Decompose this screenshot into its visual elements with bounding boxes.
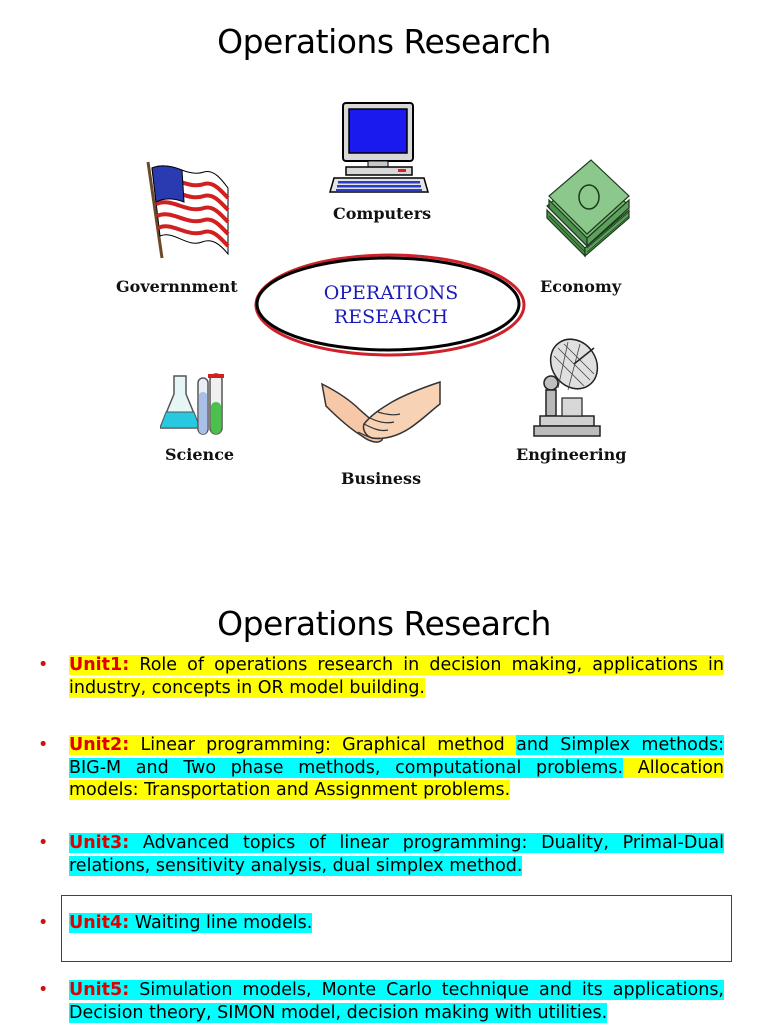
unit-item-5 [38,979,724,1024]
unit-text-a: Linear programming: Graphical method [129,735,517,755]
flag-icon [142,158,234,260]
unit-text: Role of operations research in decision making, applications in industry, concepts in OR model building. [69,655,724,698]
unit-item-4 [38,912,312,935]
slide-title-2: Operations Research [217,604,551,643]
unit-text-c: Allocation models: Transportation and Assignment problems. [69,757,724,800]
unit-text-b: and Simplex methods: BIG-M and Two phase methods, computational problems. [69,735,724,778]
label-computers: Computers [333,204,432,223]
slide-title: Operations Research [217,22,551,61]
bullet: • [38,980,49,1000]
bullet: • [38,913,49,933]
label-engineering: Engineering [516,445,627,464]
label-economy: Economy [540,277,622,296]
unit-item-2 [38,734,724,802]
test-tubes-icon [160,372,234,438]
unit-id: Unit2: [69,735,130,755]
unit-id: Unit5: [69,980,130,1000]
unit-text: Simulation models, Monte Carlo technique and its applications, Decision theory, SIMON model, decision making with utilities. [69,980,724,1023]
unit-id: Unit4: [69,913,130,933]
label-business: Business [341,469,422,488]
unit-item-3 [38,832,724,877]
bullet: • [38,833,49,853]
money-icon [545,156,631,260]
bullet: • [38,735,49,755]
unit-text: Waiting line models. [129,913,313,933]
center-label: OPERATIONS RESEARCH [323,282,459,328]
unit-id: Unit1: [69,655,130,675]
unit-text: Advanced topics of linear programming: Duality, Primal-Dual relations, sensitivity analysis, dual simplex method. [69,833,724,876]
bullet: • [38,655,49,675]
unit-id: Unit3: [69,833,130,853]
label-science: Science [165,445,235,464]
computer-icon [328,100,430,196]
satellite-dish-icon [528,338,608,438]
handshake-icon [318,378,444,450]
unit-item-1 [38,654,724,699]
unit-list [38,654,724,1023]
label-government: Governnment [116,277,238,296]
